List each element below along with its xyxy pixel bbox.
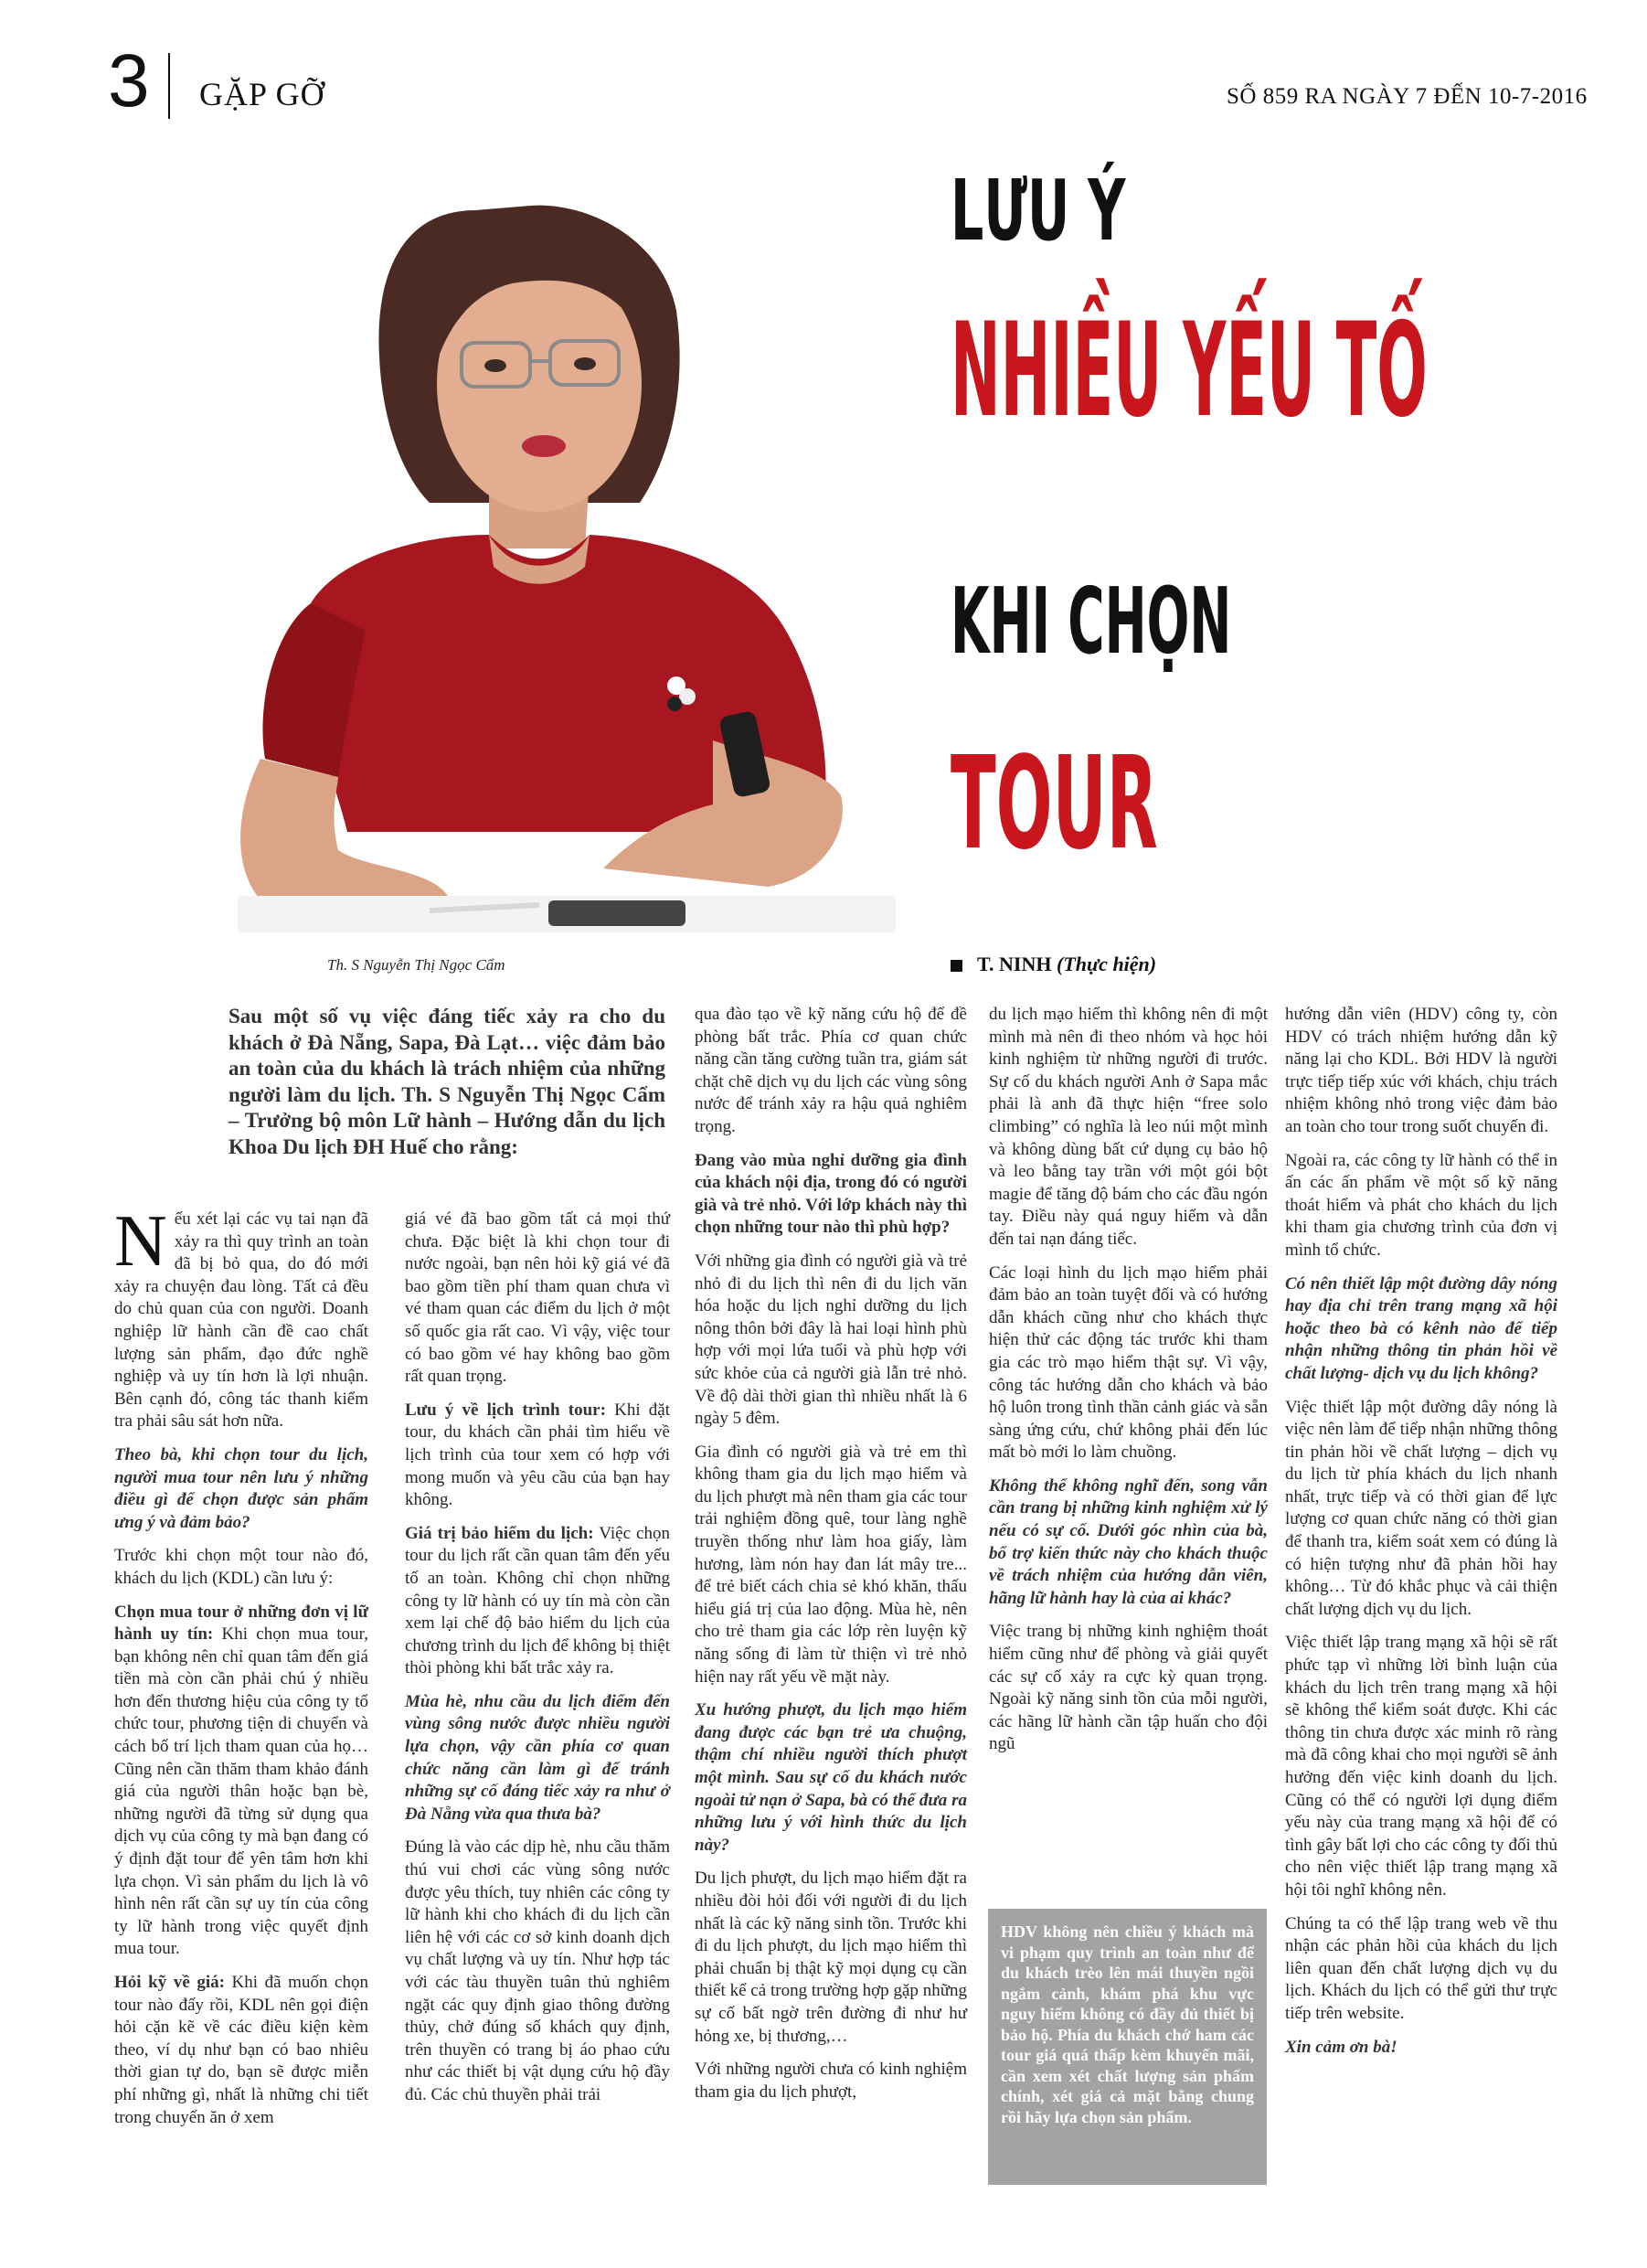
paragraph: Ngoài ra, các công ty lữ hành có thể in ấn các ấn phẩm về một số kỹ năng thoát hiểm và phát cho khách du lịch khi tham gia chương trình của đơn vị mình tổ chức. (1285, 1150, 1557, 1260)
title-line-4: TOUR (951, 729, 1158, 878)
byline (951, 953, 1156, 976)
paragraph-text: Khi đã muốn chọn tour nào đấy rồi, KDL nên gọi điện hỏi cặn kẽ về các điều kiện kèm theo, ví dụ như bạn có bao nhiêu thời gian tự do, bạn sẽ được miễn phí những gì, nhất là những chi tiết trong chuyến ăn ở xem (114, 1973, 368, 2127)
subhead: Lưu ý về lịch trình tour: (405, 1400, 606, 1420)
interview-question: Không thể không nghĩ đến, song vẫn cần trang bị những kinh nghiệm xử lý nếu có sự cố. Dưới góc nhìn của bà, bổ trợ kiến thức này cho khách thuộc về trách nhiệm của hướng dẫn viên, hãng lữ hành hay là của ai khác? (989, 1475, 1268, 1608)
byline-role: (Thực hiện) (1057, 953, 1157, 975)
paragraph (114, 1602, 368, 1962)
paragraph-text: Khi đặt tour, du khách cần phải tìm hiểu về lịch trình của tour xem có hợp với mong muốn và yêu cầu của bạn hay không. (405, 1400, 670, 1510)
title-line-1: LƯU Ý (951, 162, 1126, 260)
paragraph (405, 1400, 670, 1512)
interview-question: Xu hướng phượt, du lịch mạo hiểm đang được các bạn trẻ ưa chuộng, thậm chí nhiều người thích phượt một mình. Sau sự cố du khách nước ngoài tử nạn ở Sapa, bà có thể đưa ra những lưu ý với hình thức du lịch này? (695, 1700, 967, 1855)
paragraph: Việc thiết lập trang mạng xã hội sẽ rất phức tạp vì những lời bình luận của khách du lịch trên trang mạng xã hội sẽ không thể kiểm soát được. Khi các thông tin chưa được xác minh rõ ràng mà đã công khai cho mọi người sẽ ảnh hưởng đến việc kinh doanh du lịch. Cũng có thể có người lợi dụng điểm yếu này của trang mạng xã hội để có tình gây bất lợi cho các công ty đối thủ cho nên việc thiết lập trang mạng xã hội tôi nghĩ không nên. (1285, 1633, 1557, 1900)
paragraph (405, 1523, 670, 1680)
paragraph: Với những người chưa có kinh nghiệm tham gia du lịch phượt, (695, 2060, 967, 2102)
drop-cap: N (114, 1201, 167, 1282)
pull-quote-box: HDV không nên chiều ý khách mà vi phạm quy trình an toàn như để du khách trèo lên mái thuyền ngồi ngắm cảnh, khám phá khu vực nguy hiểm không có đầy đủ thiết bị bảo hộ. Phía du khách chớ ham các tour giá quá thấp kèm khuyến mãi, cần xem xét chất lượng sản phẩm chính, xét giá cả mặt bằng chung rồi hãy lựa chọn sản phẩm. (988, 1909, 1267, 2185)
article-column-1 (114, 1201, 368, 2140)
paragraph (114, 1201, 368, 1433)
paragraph: du lịch mạo hiểm thì không nên đi một mình mà nên đi theo nhóm và học hỏi kinh nghiệm từ những người đi trước. Sự cố du khách người Anh ở Sapa mắc phải là anh đã thực hiện “free solo climbing” có nghĩa là leo núi một mình và không dùng bất cứ dụng cụ bảo hộ và leo bằng tay trần với một gói bột magie để tăng độ bám cho các đầu ngón tay. Điều này quá nguy hiểm và dẫn đến tai nạn đáng tiếc. (989, 1005, 1268, 1249)
title-line-2: NHIỀU YẾU TỐ (951, 295, 1428, 446)
paragraph: Việc trang bị những kinh nghiệm thoát hiểm cũng như để phòng và giải quyết các sự cố xảy ra cực kỳ quan trọng. Ngoài kỹ năng sinh tồn của mỗi người, các hãng lữ hành cần tập huấn cho đội ngũ (989, 1622, 1268, 1754)
interview-question: Đang vào mùa nghỉ dưỡng gia đình của khách nội địa, trong đó có người già và trẻ nhỏ. Với lớp khách này thì chọn những tour nào thì phù hợp? (695, 1150, 967, 1238)
issue-info: SỐ 859 RA NGÀY 7 ĐẾN 10-7-2016 (1227, 84, 1588, 109)
paragraph: Du lịch phượt, du lịch mạo hiểm đặt ra nhiều đòi hỏi đối với người đi du lịch nhất là các kỹ năng sinh tồn. Trước khi đi du lịch phượt, du lịch mạo hiểm thì phải chuẩn bị thật kỹ mọi dụng cụ cần thiết kể cả trong trường hợp gặp những sự cố bất ngờ trên đường đi như hư hỏng xe, bị thương,… (695, 1869, 967, 2046)
subhead: Hỏi kỹ về giá: (114, 1973, 225, 1992)
header-divider (168, 53, 170, 119)
paragraph: Chúng ta có thể lập trang web về thu nhận các phản hồi của khách du lịch liên quan đến chất lượng dịch vụ du lịch. Khách du lịch có thể gửi thư trực tiếp trên website. (1285, 1913, 1557, 2023)
paragraph: Gia đình có người già và trẻ em thì không tham gia du lịch mạo hiểm và du lịch phượt mà nên tham gia các tour trải nghiệm đồng quê, tour làng nghề truyền thống như làm hoa giấy, làm hương, làm nón hay đan lát mây tre... để trẻ biết cách chia sẻ khó khăn, thấu hiểu giá trị của lao động. Mùa hè, nên cho trẻ tham gia các lớp rèn luyện kỹ năng sống đi làm từ thiện vì trẻ nhỏ hiện nay rất yếu về mặt này. (695, 1442, 967, 1687)
paragraph-text: Việc chọn tour du lịch rất cần quan tâm đến yếu tố an toàn. Không chỉ chọn những công ty lữ hành có uy tín mà còn cần xem lại chế độ bảo hiểm du lịch của chương trình du lịch để không bị thiệt thòi phòng khi bất trắc xảy ra. (405, 1523, 670, 1678)
paragraph: Đúng là vào các dịp hè, nhu cầu thăm thú vui chơi các vùng sông nước được yêu thích, tuy nhiên các công ty lữ hành khi cho khách đi du lịch cần liên hệ với các cơ sở kinh doanh dịch vụ chất lượng và uy tín. Như hợp tác với các tàu thuyền tuân thủ nghiêm ngặt các quy định giao thông đường thủy, chở đúng số khách quy định, trên thuyền có trang bị áo phao cứu như các thiết bị vật dụng cứu hộ đầy đủ. Các chủ thuyền phải trải (405, 1837, 670, 2104)
paragraph: Việc thiết lập một đường dây nóng là việc nên làm để tiếp nhận những thông tin phản hồi về chất lượng – dịch vụ du lịch từ phía khách du lịch nhanh nhất, trực tiếp và có thời gian để lực lượng cơ quan chức năng có thời gian để thanh tra, kiểm soát xem có đúng là có hiện tượng như đã phản hồi hay không… Từ đó khắc phục và cải thiện chất lượng dịch vụ du lịch. (1285, 1397, 1557, 1619)
page-number: 3 (108, 39, 150, 122)
article-column-5 (1285, 1004, 1557, 2070)
subhead: Giá trị bảo hiểm du lịch: (405, 1523, 594, 1543)
interview-question: Có nên thiết lập một đường dây nóng hay địa chỉ trên trang mạng xã hội hoặc theo bà có kênh nào để tiếp nhận những thông tin phản hồi về chất lượng- dịch vụ du lịch không? (1285, 1273, 1557, 1383)
lead-paragraph: Sau một số vụ việc đáng tiếc xảy ra cho du khách ở Đà Nẵng, Sapa, Đà Lạt… việc đảm bảo an toàn của du khách là trách nhiệm của những người làm du lịch. Th. S Nguyễn Thị Ngọc Cẩm – Trưởng bộ môn Lữ hành – Hướng dẫn du lịch Khoa Du lịch ĐH Huế cho rằng: (228, 1005, 665, 1158)
paragraph: giá vé đã bao gồm tất cả mọi thứ chưa. Đặc biệt là khi chọn tour đi nước ngoài, bạn nên hỏi kỹ giá vé đã bao gồm tiền phí tham quan chưa vì vé tham quan các điểm du lịch ở một số quốc gia rất cao. Vì vậy, việc tour có bao gồm vé hay không bao gồm rất quan trọng. (405, 1209, 670, 1387)
photo-caption: Th. S Nguyễn Thị Ngọc Cẩm (327, 956, 505, 974)
paragraph-text: Khi chọn mua tour, bạn không nên chỉ quan tâm đến giá tiền mà còn cần phải chú ý nhiều hơn đến thương hiệu của công ty tổ chức tour, phương tiện di chuyển và cách bố trí lịch tham quan của họ… Cũng nên cần thăm tham khảo đánh giá của người thân hoặc bạn bè, những người đã từng sử dụng qua dịch vụ của công ty mà bạn đang có ý định đặt tour để yên tâm hơn khi lựa chọn. Vì sản phẩm du lịch là vô hình nên rất cần sự uy tín của công ty lữ hành trong việc quyết định mua tour. (114, 1624, 368, 1959)
interview-photo (128, 174, 914, 932)
paragraph: qua đào tạo về kỹ năng cứu hộ để đề phòng bất trắc. Phía cơ quan chức năng cần tăng cường tuần tra, giám sát chặt chẽ dịch vụ du lịch các vùng sông nước để tránh xảy ra hậu quả nghiêm trọng. (695, 1005, 967, 1136)
interview-question: Mùa hè, nhu cầu du lịch điểm đến vùng sông nước được nhiều người lựa chọn, vậy cần phía cơ quan chức năng cần làm gì để tránh những sự cố đáng tiếc xảy ra như ở Đà Nẵng vừa qua thưa bà? (405, 1691, 670, 1824)
section-name: GẶP GỠ (199, 76, 325, 112)
closing-line: Xin cảm ơn bà! (1285, 2037, 1397, 2057)
paragraph-text: ếu xét lại các vụ tai nạn đã xảy ra thì quy trình an toàn đã bị bỏ qua, do đó mới xảy ra chuyện đau lòng. Tất cả đều do chủ quan của con người. Doanh nghiệp lữ hành cần đề cao chất lượng sản phẩm, đạo đức nghề nghiệp và uy tín hơn là lợi nhuận. Bên cạnh đó, công tác thanh kiểm tra phải sâu sát hơn nữa. (114, 1209, 368, 1432)
title-line-3: KHI CHỌN (951, 568, 1232, 675)
square-bullet-icon (951, 960, 962, 972)
paragraph: hướng dẫn viên (HDV) công ty, còn HDV có trách nhiệm hướng dẫn kỹ năng lại cho KDL. Bởi HDV là người trực tiếp tiếp xúc với khách, chịu trách nhiệm không nhỏ trong việc đảm bảo an toàn cho tour trong suốt chuyến đi. (1285, 1005, 1557, 1136)
subhead: Chọn mua tour ở những đơn vị lữ hành uy tín: (114, 1602, 368, 1645)
interview-question: Theo bà, khi chọn tour du lịch, người mua tour nên lưu ý những điều gì để chọn được sản phẩm ưng ý và đảm bảo? (114, 1444, 368, 1532)
paragraph: Với những gia đình có người già và trẻ nhỏ đi du lịch thì nên đi du lịch văn hóa hoặc du lịch nghỉ dưỡng du lịch nông thôn bởi đây là hai loại hình phù hợp với mọi lứa tuổi và phù hợp với sức khỏe của cả người già lẫn trẻ nhỏ. Về độ dài thời gian thì nhiều nhất là 6 ngày 5 đêm. (695, 1251, 967, 1429)
article-column-2 (405, 1209, 670, 2118)
article-column-4 (989, 1004, 1268, 1767)
paragraph: Các loại hình du lịch mạo hiểm phải đảm bảo an toàn tuyệt đối và có hướng dẫn khách cũng như cho khách thực hiện thử các động tác trước khi tham gia các trò mạo hiểm thật sự. Vì vậy, công tác hướng dẫn cho khách và bảo hộ luôn trong tình thần cảnh giác và sẵn sàng ứng cứu, chứ không phải đến lúc mất bò mới lo làm chuồng. (989, 1262, 1268, 1463)
article-column-3 (695, 1004, 967, 2114)
byline-author: T. NINH (977, 953, 1052, 975)
paragraph: Trước khi chọn một tour nào đó, khách du lịch (KDL) cần lưu ý: (114, 1546, 368, 1588)
paragraph (114, 1972, 368, 2129)
